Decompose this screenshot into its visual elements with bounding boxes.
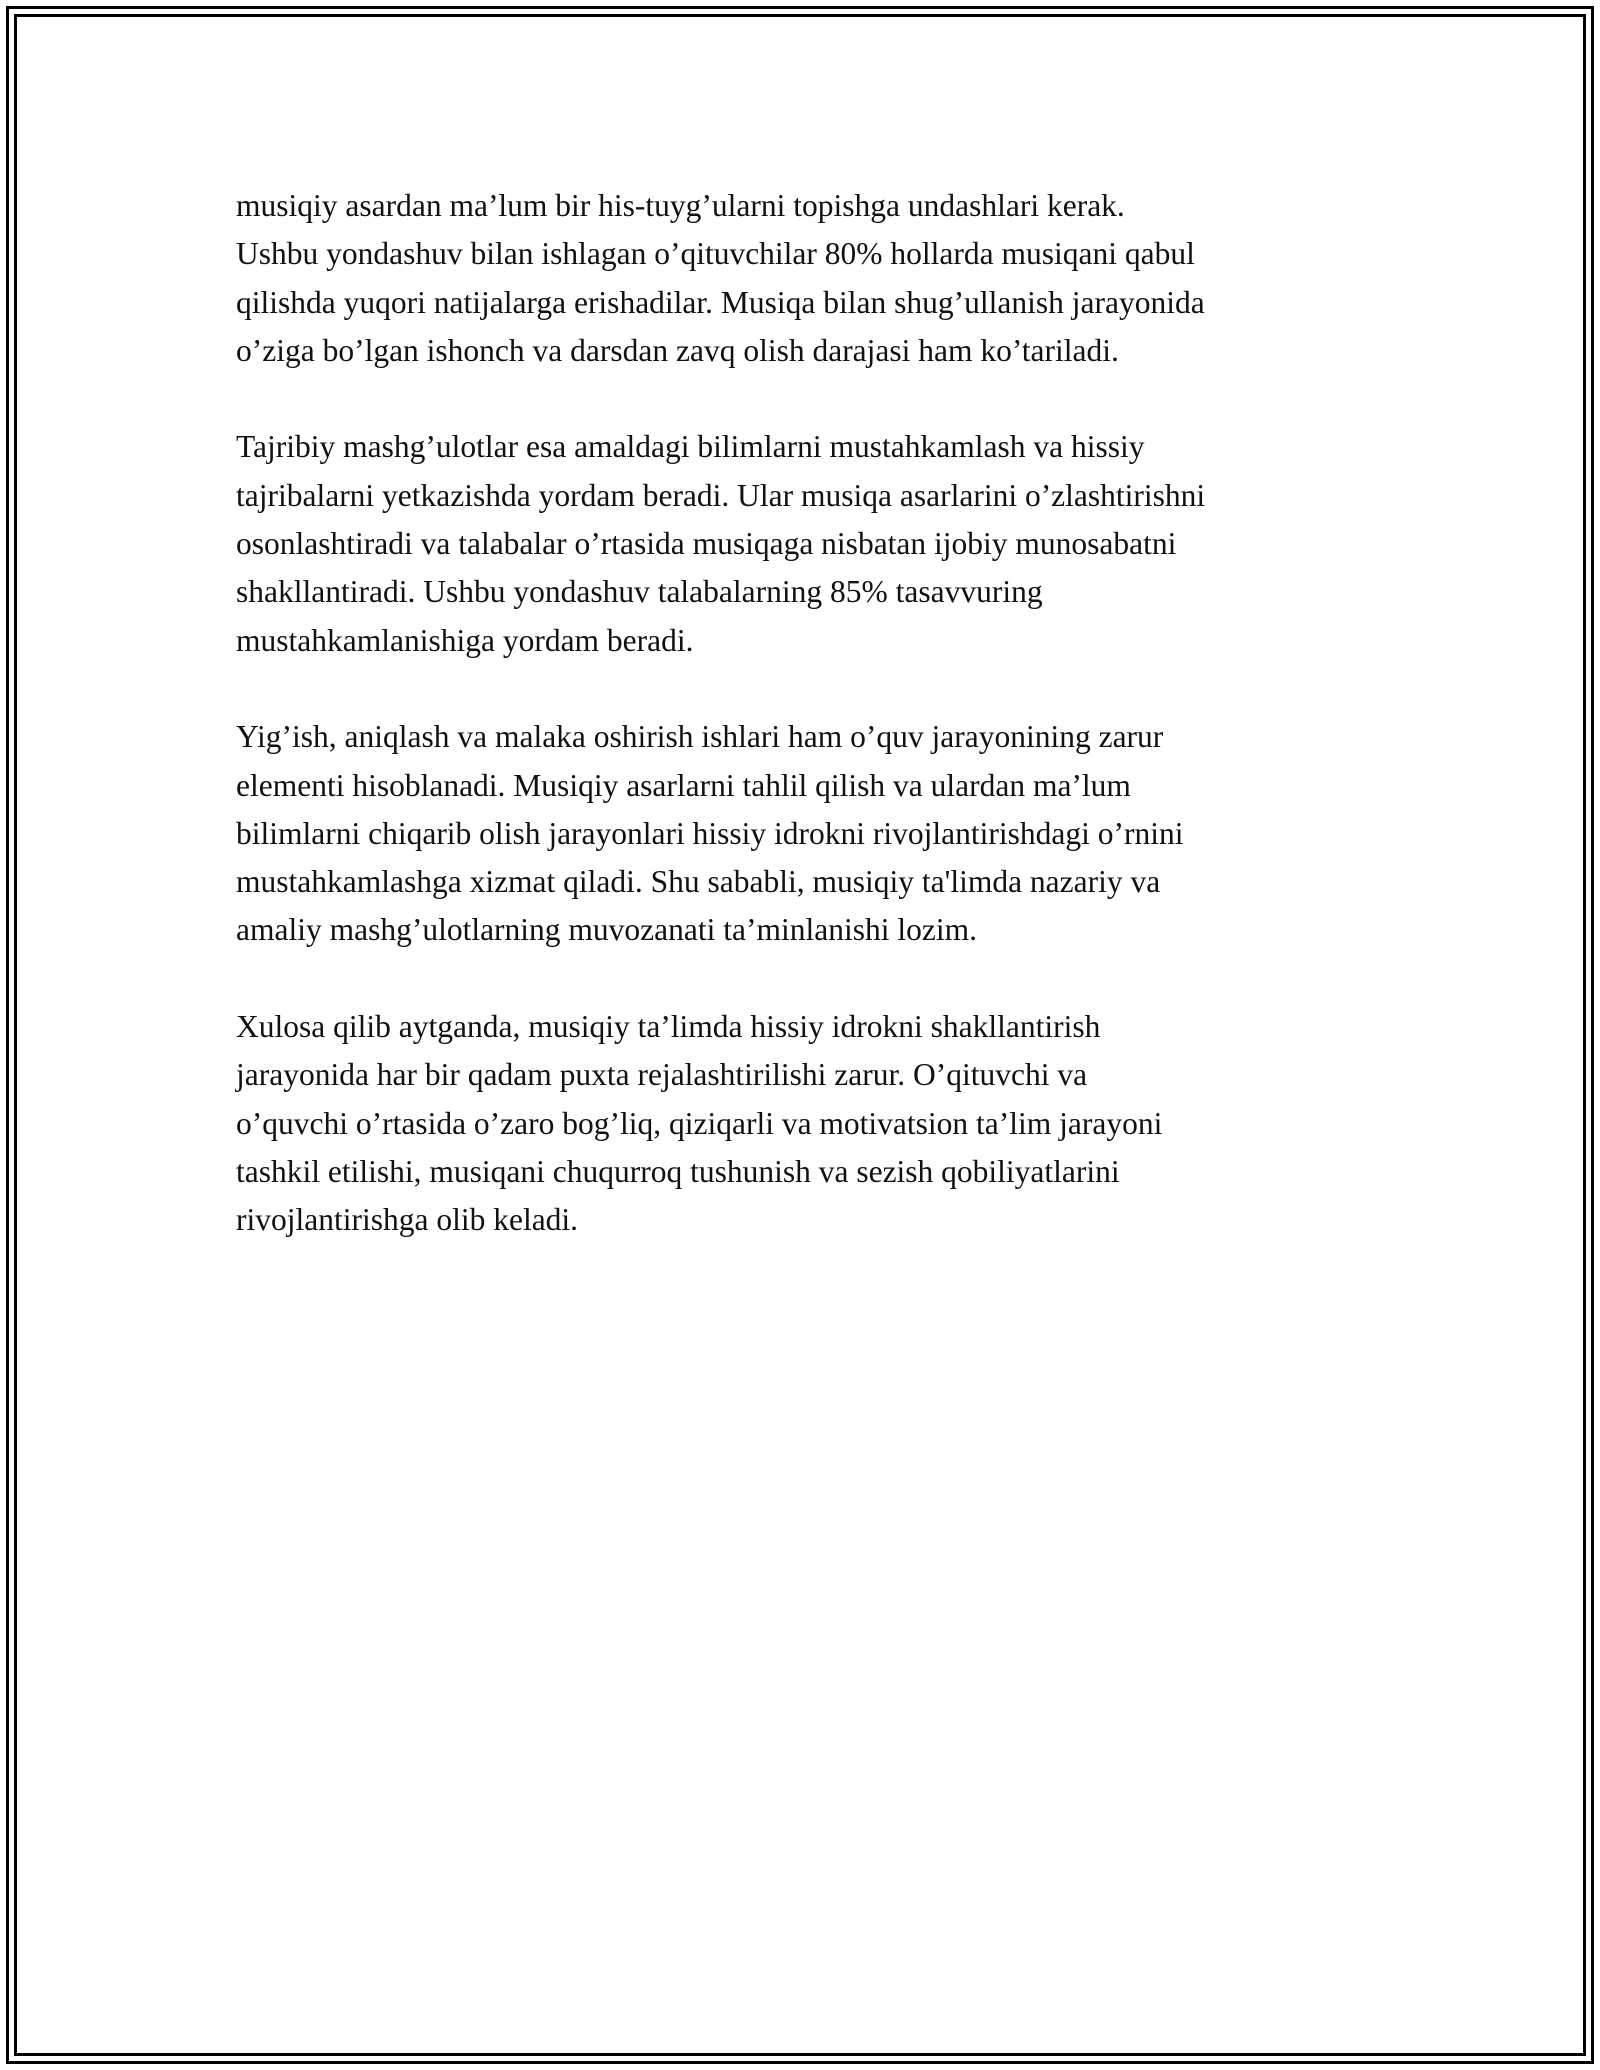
- text-line: shakllantiradi. Ushbu yondashuv talabalarning 85% tasavvuring: [236, 574, 1043, 610]
- text-line: Tajribiy mashg’ulotlar esa amaldagi bilimlarni mustahkamlash va hissiy: [236, 429, 1145, 465]
- text-line: jarayonida har bir qadam puxta rejalashtirilishi zarur. O’qituvchi va: [236, 1057, 1088, 1093]
- text-line: rivojlantirishga olib keladi.: [236, 1202, 579, 1238]
- text-line: tashkil etilishi, musiqani chuqurroq tushunish va sezish qobiliyatlarini: [236, 1153, 1120, 1189]
- text-line: o’ziga bo’lgan ishonch va darsdan zavq olish darajasi ham ko’tariladi.: [236, 332, 1119, 368]
- text-line: amaliy mashg’ulotlarning muvozanati ta’minlanishi lozim.: [236, 912, 977, 948]
- text-line: mustahkamlashga xizmat qiladi. Shu sababli, musiqiy ta'limda nazariy va: [236, 864, 1161, 900]
- text-line: qilishda yuqori natijalarga erishadilar. Musiqa bilan shug’ullanish jarayonida: [236, 284, 1205, 320]
- paragraph: [236, 423, 1376, 664]
- text-line: bilimlarni chiqarib olish jarayonlari hissiy idrokni rivojlantirishdagi o’rnini: [236, 815, 1184, 851]
- paragraph: [236, 713, 1376, 954]
- text-line: Xulosa qilib aytganda, musiqiy ta’limda hissiy idrokni shakllantirish: [236, 1009, 1101, 1045]
- text-line: osonlashtiradi va talabalar o’rtasida musiqaga nisbatan ijobiy munosabatni: [236, 526, 1177, 562]
- text-line: Yig’ish, aniqlash va malaka oshirish ishlari ham o’quv jarayonining zarur: [236, 719, 1164, 755]
- text-line: elementi hisoblanadi. Musiqiy asarlarni tahlil qilish va ulardan ma’lum: [236, 767, 1131, 803]
- document-body: [236, 182, 1376, 1293]
- text-line: o’quvchi o’rtasida o’zaro bog’liq, qiziqarli va motivatsion ta’lim jarayoni: [236, 1105, 1163, 1141]
- text-line: Ushbu yondashuv bilan ishlagan o’qituvchilar 80% hollarda musiqani qabul: [236, 236, 1195, 272]
- paragraph: [236, 1003, 1376, 1244]
- paragraph: [236, 182, 1376, 375]
- text-line: musiqiy asardan ma’lum bir his-tuyg’ularni topishga undashlari kerak.: [236, 188, 1125, 223]
- text-line: tajribalarni yetkazishda yordam beradi. Ular musiqa asarlarini o’zlashtirishni: [236, 477, 1206, 513]
- text-line: mustahkamlanishiga yordam beradi.: [236, 622, 694, 658]
